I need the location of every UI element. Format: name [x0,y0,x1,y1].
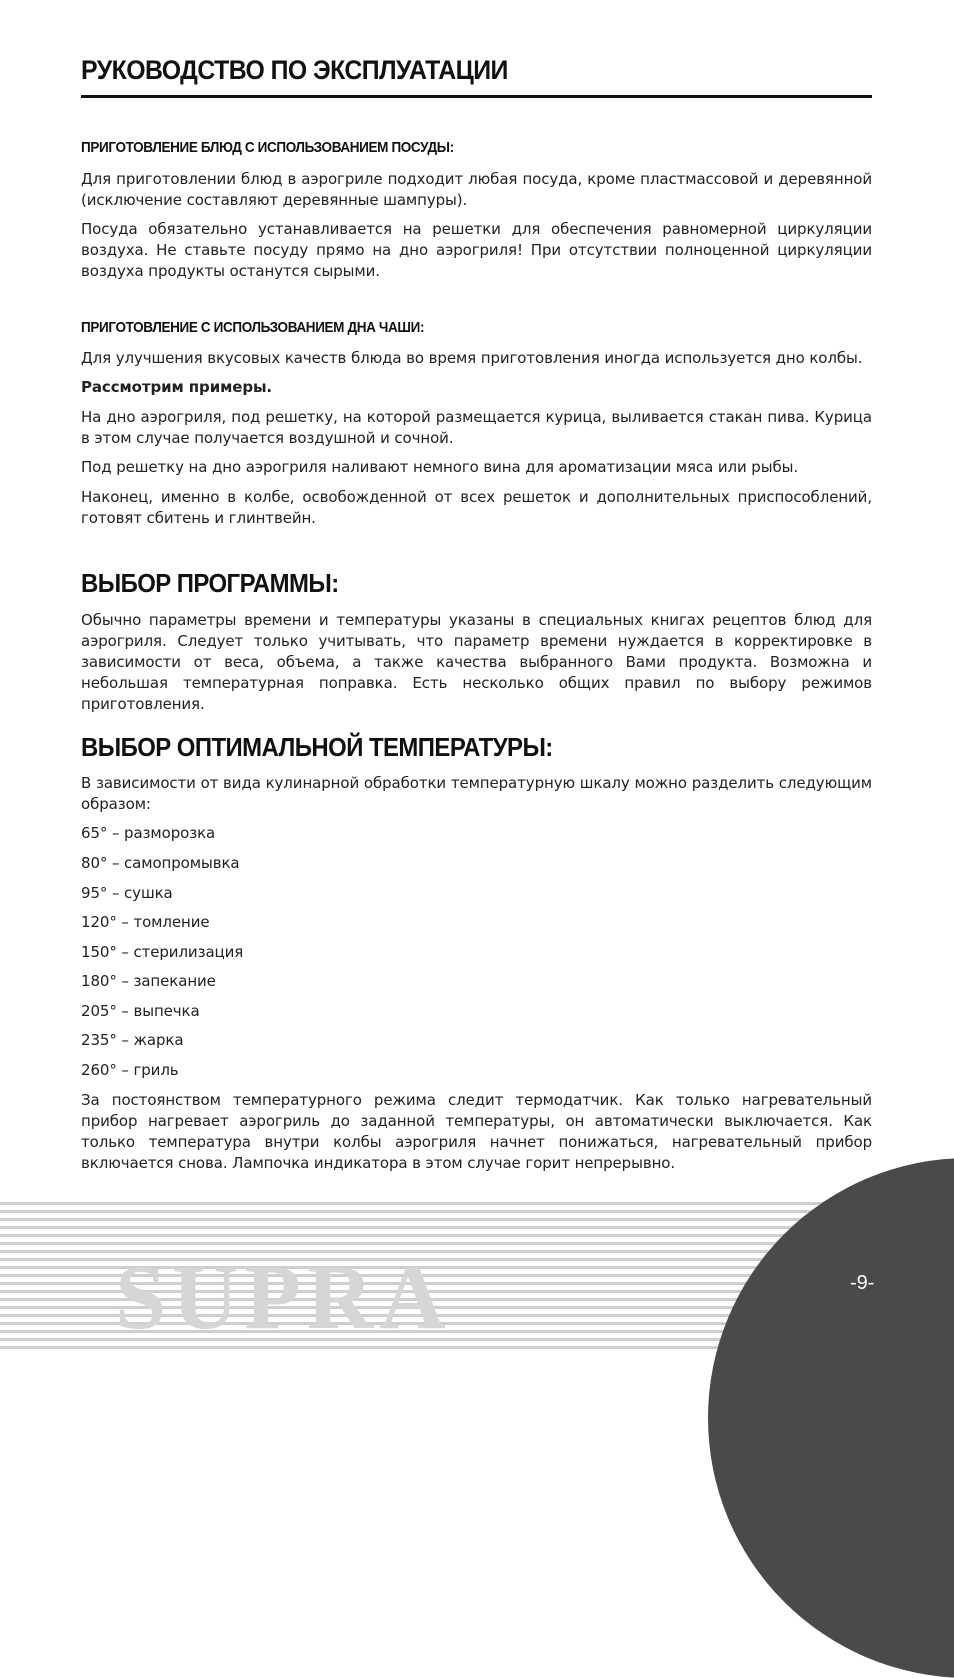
page-title: РУКОВОДСТВО ПО ЭКСПЛУАТАЦИИ [81,55,508,85]
paragraph: Для приготовлении блюд в аэрогриле подходит любая посуда, кроме пластмассовой и деревянной (исключение составляют деревянные шампуры). [81,170,872,209]
paragraph: На дно аэрогриля, под решетку, на которой размещается курица, выливается стакан пива. Курица в этом случае получается воздушной и сочной. [81,408,872,447]
paragraph: Наконец, именно в колбе, освобожденной от всех решеток и дополнительных приспособлений, готовят сбитень и глинтвейн. [81,488,872,527]
header-divider [81,95,872,98]
temperature-list-item: 65° – разморозка [81,824,216,842]
paragraph: Для улучшения вкусовых качеств блюда во время приготовления иногда используется дно колбы. [81,349,863,367]
temperature-list-item: 260° – гриль [81,1061,179,1079]
paragraph: Посуда обязательно устанавливается на решетки для обеспечения равномерной циркуляции воздуха. Не ставьте посуду прямо на дно аэрогриля! При отсутствии полноценной циркуляции воздуха продукты останутся сырыми. [81,220,872,280]
temperature-list-item: 120° – томление [81,913,210,931]
section-heading-temperature: ВЫБОР ОПТИМАЛЬНОЙ ТЕМПЕРАТУРЫ: [81,732,553,762]
temperature-list-item: 150° – стерилизация [81,943,244,961]
paragraph: Под решетку на дно аэрогриля наливают немного вина для ароматизации мяса или рыбы. [81,458,799,476]
temperature-list-item: 235° – жарка [81,1031,184,1049]
section-heading-bowl-bottom: ПРИГОТОВЛЕНИЕ С ИСПОЛЬЗОВАНИЕМ ДНА ЧАШИ: [81,319,425,336]
temperature-list-item: 180° – запекание [81,972,216,990]
paragraph: Обычно параметры времени и температуры указаны в специальных книгах рецептов блюд для аэрогриля. Следует только учитывать, что параметр времени нуждается в корректировке в зависимости от веса, объема, а также качества выбранного Вами продукта. Возможна и небольшая температурная поправка. Есть несколько общих правил по выбору режимов приготовления. [81,611,872,713]
temperature-list-item: 80° – самопромывка [81,854,240,872]
temperature-list-item: 205° – выпечка [81,1002,200,1020]
supra-logo: SUPRA [115,1246,452,1348]
section-heading-program: ВЫБОР ПРОГРАММЫ: [81,568,339,598]
examples-label: Рассмотрим примеры. [81,378,273,396]
page-number: -9- [850,1272,875,1294]
paragraph: За постоянством температурного режима следит термодатчик. Как только нагревательный прибор нагревает аэрогриль до заданной температуры, он автоматически выключается. Как только температура внутри колбы аэрогриля начнет понижаться, нагревательный прибор включается снова. Лампочка индикатора в этом случае горит непрерывно. [81,1091,872,1172]
temperature-list-item: 95° – сушка [81,884,173,902]
section-heading-dishes: ПРИГОТОВЛЕНИЕ БЛЮД С ИСПОЛЬЗОВАНИЕМ ПОСУДЫ: [81,139,454,156]
paragraph: В зависимости от вида кулинарной обработки температурную шкалу можно разделить следующим образом: [81,774,872,813]
